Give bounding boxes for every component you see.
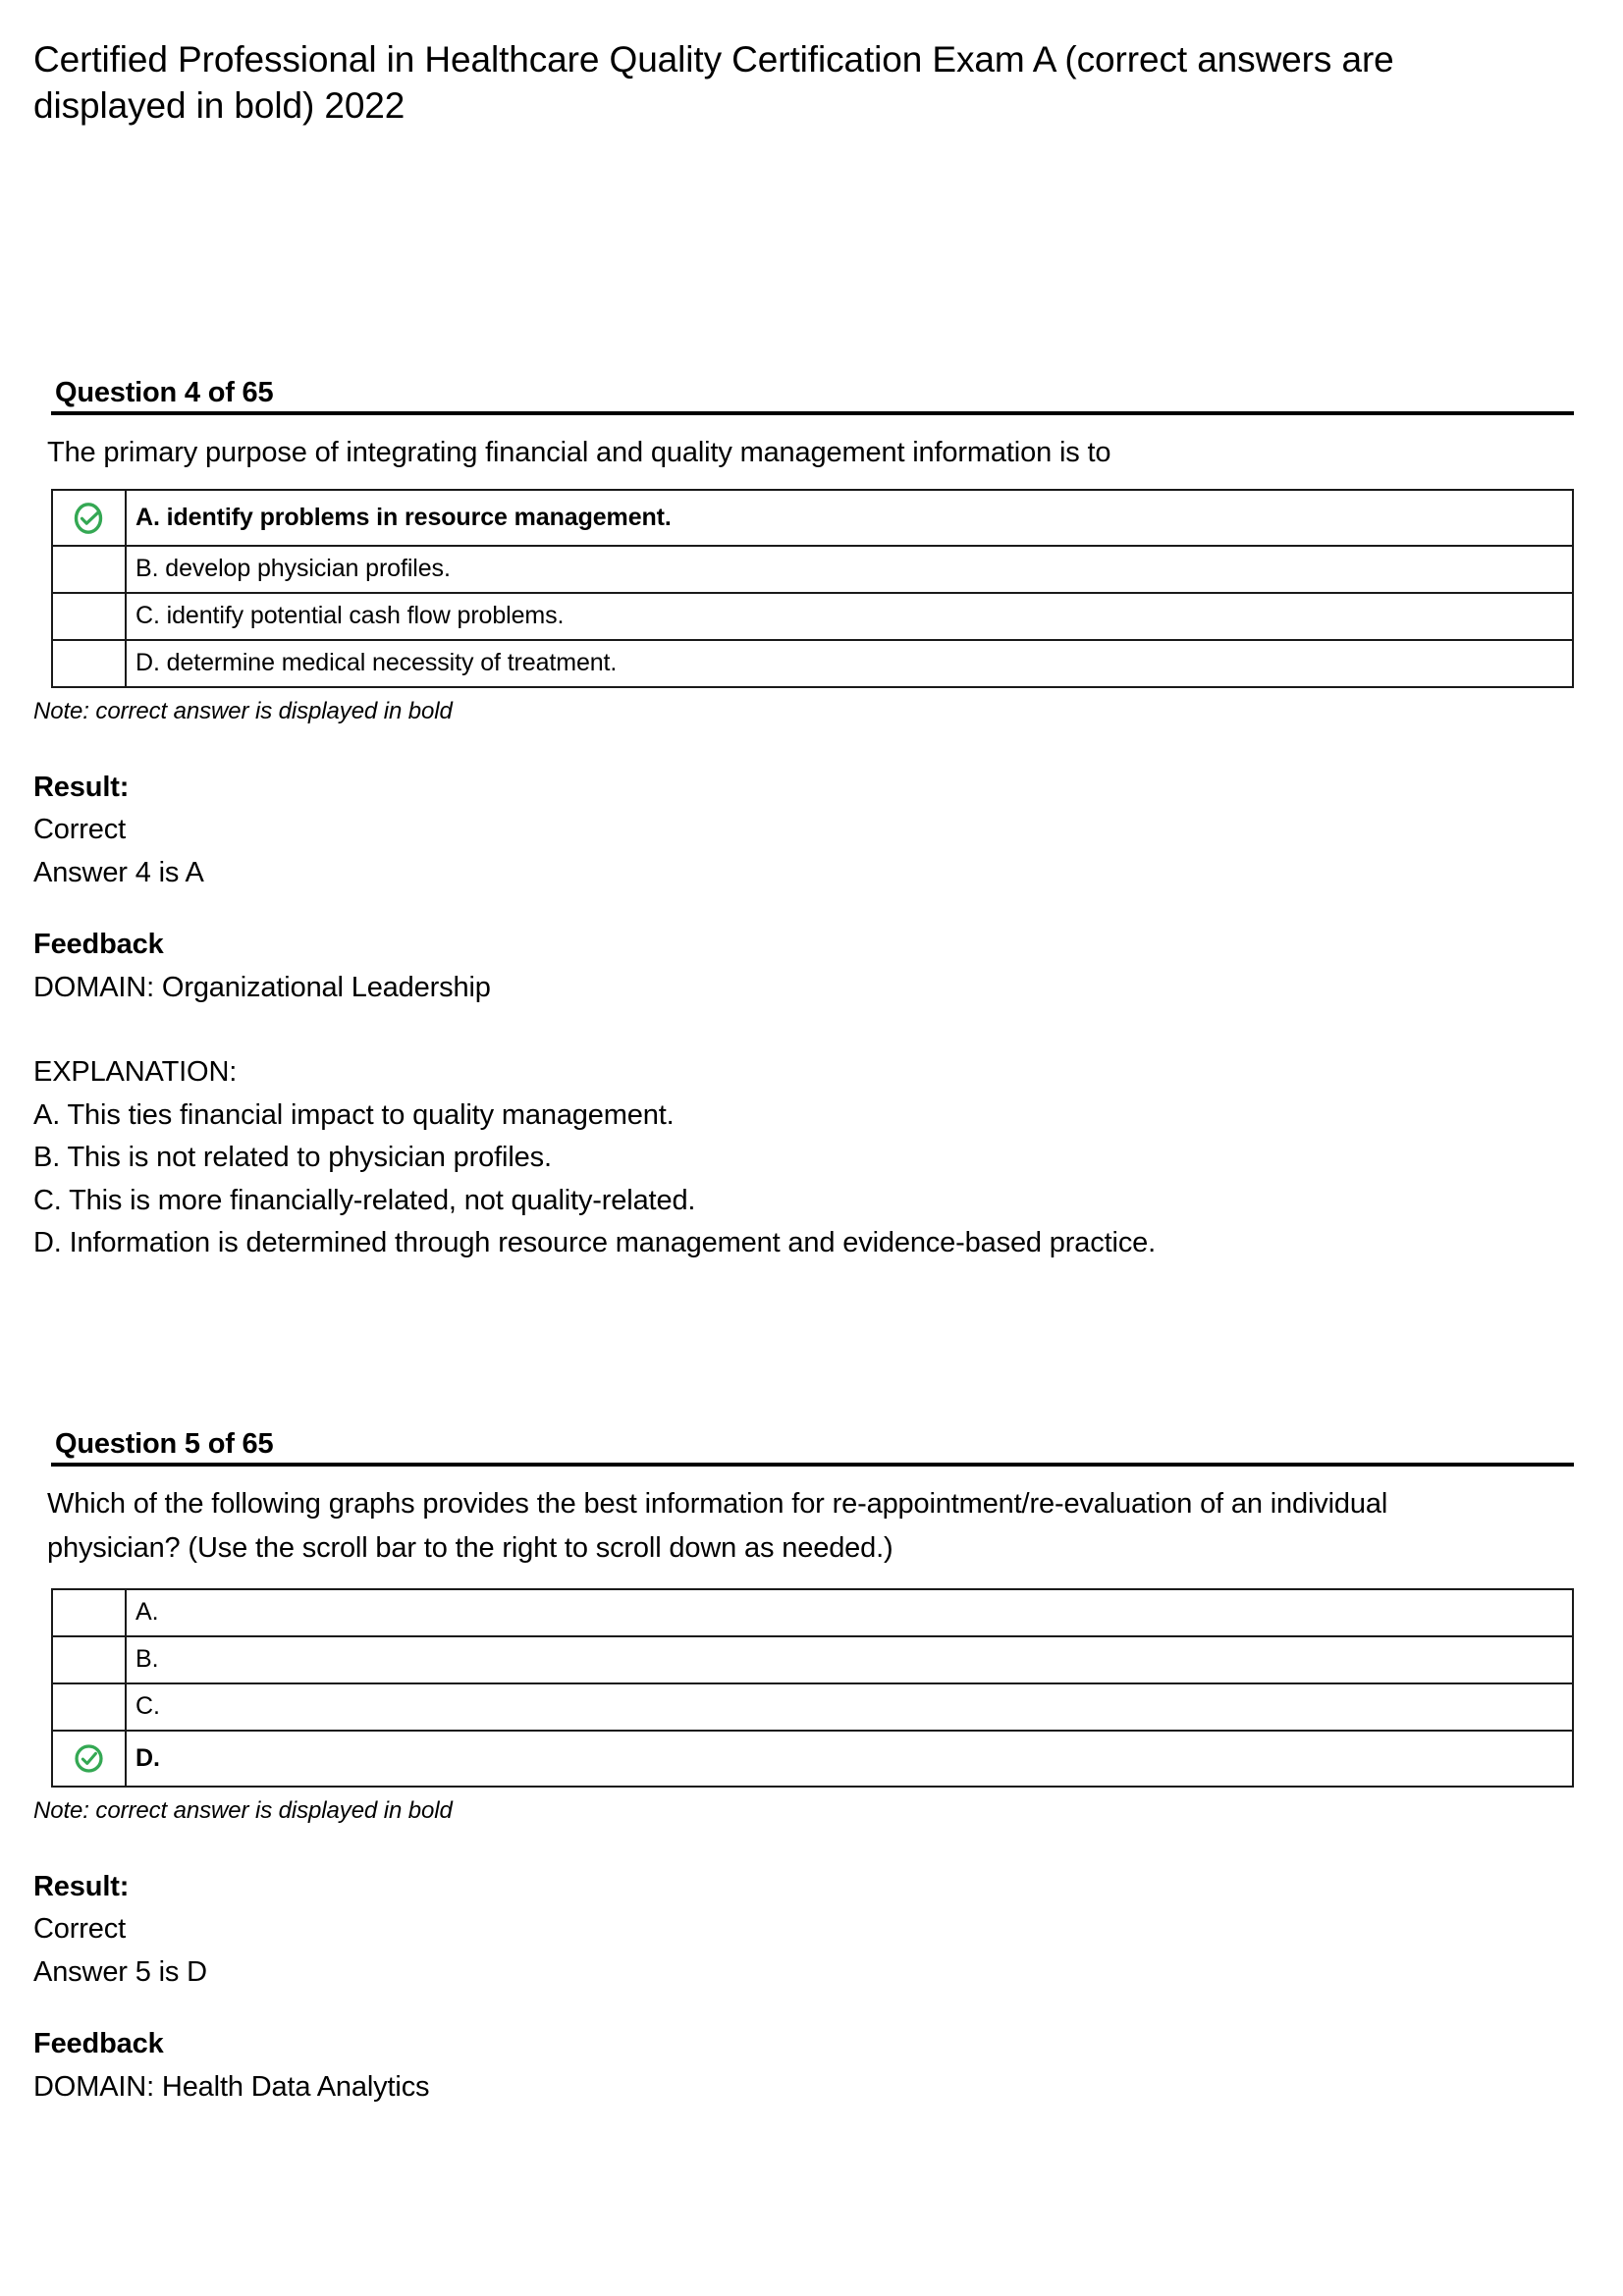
answer-note-4: Note: correct answer is displayed in bold bbox=[33, 698, 453, 725]
feedback-domain: DOMAIN: Organizational Leadership bbox=[33, 971, 491, 1003]
answer-option-label: C. identify potential cash flow problems. bbox=[126, 593, 1573, 640]
question-heading-label-5: Question 5 of 65 bbox=[55, 1428, 274, 1460]
answer-note-5: Note: correct answer is displayed in bold bbox=[33, 1797, 453, 1825]
question-heading-label-4: Question 4 of 65 bbox=[55, 377, 274, 408]
question-stem-5: Which of the following graphs provides the best information for re-appointment/re-evaluation of an individual physician? (Use the scroll bar to the right to scroll down as needed.) bbox=[47, 1488, 1388, 1565]
answer-option-label: A. bbox=[126, 1589, 1573, 1636]
result-block-4 bbox=[33, 767, 1536, 895]
feedback-block-4 bbox=[33, 924, 1536, 1265]
table-row[interactable] bbox=[52, 1636, 1573, 1683]
correct-marker-cell bbox=[52, 640, 126, 687]
feedback-heading: Feedback bbox=[33, 2028, 164, 2060]
correct-marker-cell bbox=[52, 593, 126, 640]
answer-option-label: D. bbox=[126, 1731, 1573, 1787]
answer-option-label: D. determine medical necessity of treatment. bbox=[126, 640, 1573, 687]
table-row[interactable] bbox=[52, 593, 1573, 640]
correct-marker-cell bbox=[52, 1589, 126, 1636]
question-block-4 bbox=[0, 377, 1623, 1265]
correct-marker-cell bbox=[52, 1636, 126, 1683]
check-circle-icon bbox=[72, 501, 107, 536]
result-answer-line: Answer 4 is A bbox=[33, 856, 204, 888]
feedback-block-5 bbox=[33, 2023, 1536, 2109]
explanation-heading: EXPLANATION: bbox=[33, 1056, 238, 1089]
result-status: Correct bbox=[33, 814, 127, 846]
question-heading-5 bbox=[51, 1428, 1574, 1467]
correct-marker-cell bbox=[52, 1731, 126, 1787]
table-row[interactable] bbox=[52, 1683, 1573, 1731]
feedback-gap bbox=[33, 1009, 1536, 1051]
correct-marker-cell bbox=[52, 1683, 126, 1731]
question-heading-4 bbox=[51, 377, 1574, 415]
table-row[interactable] bbox=[52, 1589, 1573, 1636]
table-row[interactable] bbox=[52, 640, 1573, 687]
question-stem-4: The primary purpose of integrating financial and quality management information is to bbox=[47, 437, 1111, 469]
correct-marker-cell bbox=[52, 546, 126, 593]
question-block-5 bbox=[0, 1428, 1623, 2109]
answer-option-label: C. bbox=[126, 1683, 1573, 1731]
result-block-5 bbox=[33, 1866, 1536, 1995]
check-circle-icon bbox=[73, 1742, 105, 1775]
result-heading: Result: bbox=[33, 1870, 130, 1902]
explanation-line: B. This is not related to physician profiles. bbox=[33, 1142, 552, 1174]
correct-marker-cell bbox=[52, 490, 126, 546]
table-row[interactable] bbox=[52, 546, 1573, 593]
table-row[interactable] bbox=[52, 490, 1573, 546]
result-answer-line: Answer 5 is D bbox=[33, 1955, 207, 1988]
explanation-line: A. This ties financial impact to quality management. bbox=[33, 1098, 675, 1131]
answer-option-label: B. bbox=[126, 1636, 1573, 1683]
feedback-domain: DOMAIN: Health Data Analytics bbox=[33, 2070, 430, 2103]
answer-option-label: A. identify problems in resource management. bbox=[126, 490, 1573, 546]
answer-options-table-5 bbox=[51, 1588, 1574, 1788]
explanation-line: C. This is more financially-related, not quality-related. bbox=[33, 1184, 696, 1216]
result-status: Correct bbox=[33, 1913, 127, 1946]
page-title: Certified Professional in Healthcare Quality Certification Exam A (correct answers are displayed in bold) 2022 bbox=[33, 39, 1394, 126]
result-heading: Result: bbox=[33, 771, 130, 803]
table-row[interactable] bbox=[52, 1731, 1573, 1787]
feedback-heading: Feedback bbox=[33, 929, 164, 961]
answer-option-label: B. develop physician profiles. bbox=[126, 546, 1573, 593]
answer-options-table-4 bbox=[51, 489, 1574, 688]
explanation-line: D. Information is determined through resource management and evidence-based practice. bbox=[33, 1227, 1157, 1259]
